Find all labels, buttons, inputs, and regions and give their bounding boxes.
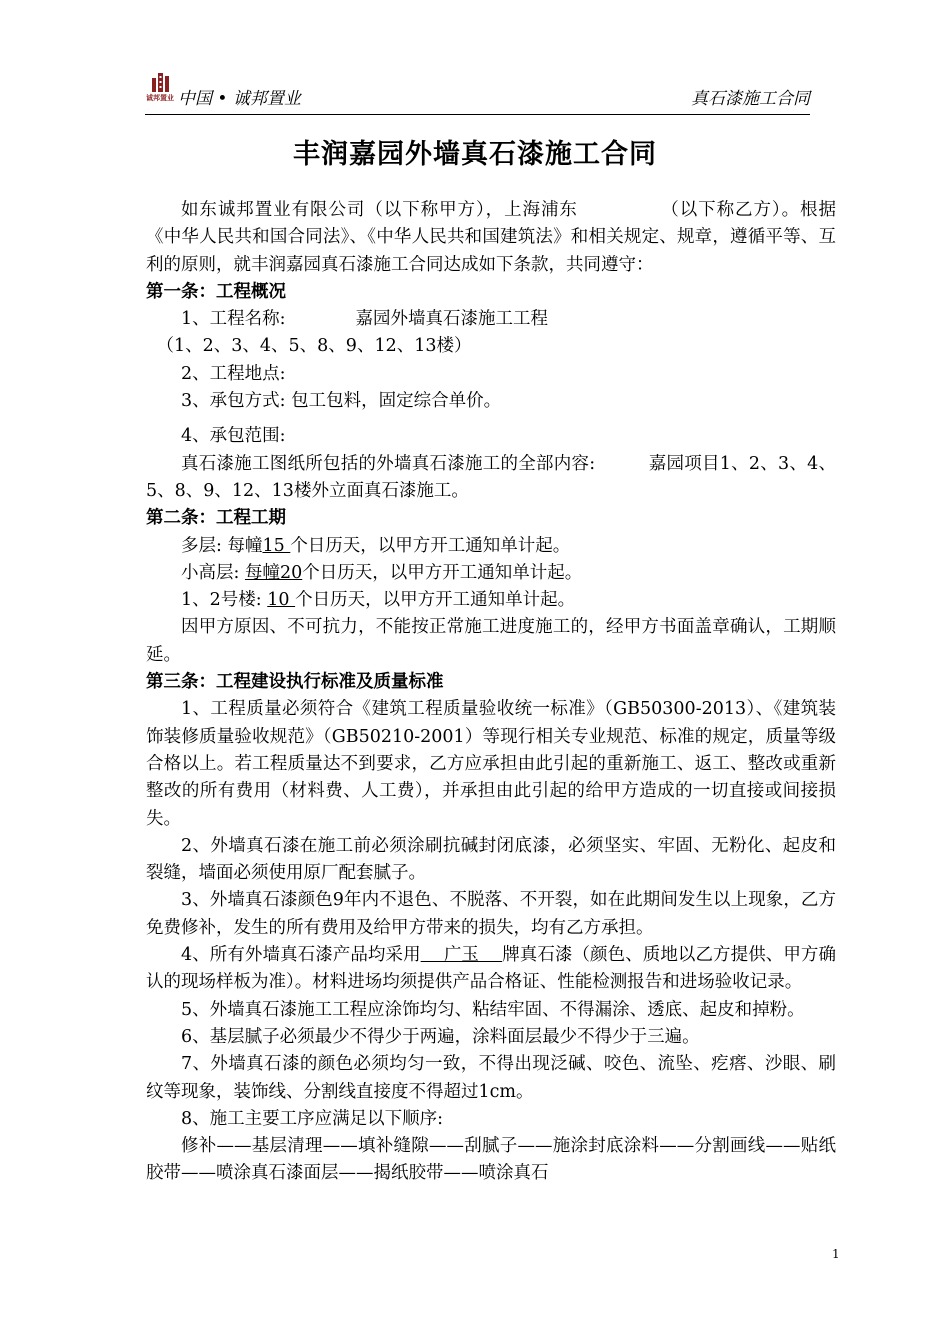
logo-text: 诚邦置业 [146, 94, 174, 102]
header-doc-title: 真石漆施工合同 [691, 89, 810, 109]
quality-clause-3: 3、外墙真石漆颜色9年内不退色、不脱落、不开裂，如在此期间发生以上现象，乙方免费修补，发生的所有费用及给甲方带来的损失，均有乙方承担。 [146, 890, 836, 938]
company-logo [145, 70, 175, 106]
contract-mode: 3、承包方式: 包工包料，固定综合单价。 [181, 391, 502, 412]
project-location: 2、工程地点: [181, 363, 286, 384]
quality-clause-6: 6、基层腻子必须最少不得少于两遍，涂料面层最少不得少于三遍。 [181, 1026, 700, 1047]
quality-clause-2: 2、外墙真石漆在施工前必须涂刷抗碱封闭底漆，必须坚实、牢固、无粉化、起皮和裂缝，墙面必须使用原厂配套腻子。 [146, 835, 836, 884]
duration-multistory: 多层: 每幢15 个日历天，以甲方开工通知单计起。 [181, 535, 571, 556]
duration-extension: 因甲方原因、不可抗力，不能按正常施工进度施工的，经甲方书面盖章确认，工期顺延。 [146, 617, 836, 665]
contract-scope-label: 4、承包范围: [181, 426, 286, 447]
header-company: 中国 • 诚邦置业 [178, 89, 301, 109]
page-number: 1 [832, 1247, 840, 1261]
page-header [145, 70, 810, 115]
quality-clause-4: 4、所有外墙真石漆产品均采用 广玉 牌真石漆（颜色、质地以乙方提供、甲方确认的现场样板为准）。材料进场均须提供产品合格证、性能检测报告和进场验收记录。 [146, 945, 836, 993]
quality-clause-8: 8、施工主要工序应满足以下顺序: [181, 1108, 444, 1129]
contract-body [146, 197, 836, 1188]
document-title: 丰润嘉园外墙真石漆施工合同 [293, 139, 657, 170]
process-sequence: 修补——基层清理——填补缝隙——刮腻子——施涂封底涂料——分割画线——贴纸胶带——喷涂真石漆面层——揭纸胶带——喷涂真石 [146, 1136, 836, 1184]
quality-clause-7: 7、外墙真石漆的颜色必须均匀一致，不得出现泛碱、咬色、流坠、疙瘩、沙眼、刷纹等现象，装饰线、分割线直接度不得超过1cm。 [146, 1054, 836, 1102]
project-buildings: （1、2、3、4、5、8、9、12、13楼） [156, 336, 472, 357]
article-3-heading: 第三条：工程建设执行标准及质量标准 [146, 672, 444, 693]
duration-buildings-1-2: 1、2号楼: 10 个日历天，以甲方开工通知单计起。 [181, 590, 576, 611]
article-2-heading: 第二条：工程工期 [146, 508, 286, 529]
intro-paragraph: 如东诚邦置业有限公司（以下称甲方），上海浦东 （以下称乙方）。根据《中华人民共和国合同法》、《中华人民共和国建筑法》和相关规定、规章，遵循平等、互利的原则，就丰润嘉园真石漆施工合同达成如下条款，共同遵守： [146, 200, 836, 275]
project-name: 1、工程名称: 嘉园外墙真石漆施工工程 [181, 309, 549, 330]
contract-scope: 真石漆施工图纸所包括的外墙真石漆施工的全部内容: 嘉园项目1、2、3、4、5、8、9、12、13楼外立面真石漆施工。 [146, 453, 836, 501]
article-1-heading: 第一条：工程概况 [146, 281, 286, 302]
building-logo-icon [150, 72, 172, 92]
quality-clause-5: 5、外墙真石漆施工工程应涂饰均匀、粘结牢固、不得漏涂、透底、起皮和掉粉。 [181, 999, 805, 1020]
duration-midrise: 小高层: 每幢20个日历天，以甲方开工通知单计起。 [181, 562, 583, 583]
quality-clause-1: 1、工程质量必须符合《建筑工程质量验收统一标准》（GB50300-2013）、《建筑装饰装修质量验收规范》（GB50210-2001）等现行相关专业规范、标准的规定，质量等级合格以上。若工程质量达不到要求，乙方应承担由此引起的重新施工、返工、整改或重新整改的所有费用（材料费、人工费），并承担由此引起的给甲方造成的一切直接或间接损失。 [146, 699, 836, 829]
